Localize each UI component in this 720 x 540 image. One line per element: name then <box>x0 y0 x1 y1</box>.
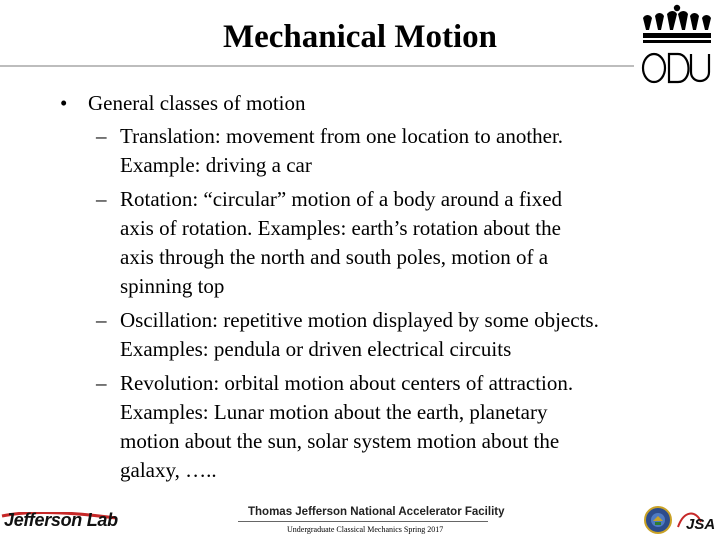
dash-icon: – <box>96 124 107 148</box>
title-divider <box>0 65 634 67</box>
sub-bullet-line: Revolution: orbital motion about centers of attraction. <box>120 371 574 395</box>
sub-bullet-line: axis through the north and south poles, motion of a <box>120 245 549 269</box>
slide-title: Mechanical Motion <box>222 19 498 55</box>
dash-icon: – <box>96 187 107 211</box>
course-footer: Undergraduate Classical Mechanics Spring 2017 <box>287 525 444 534</box>
jsa-logo <box>676 508 718 534</box>
sub-bullet-translation <box>96 122 686 180</box>
sub-bullet-line: Translation: movement from one location to another. <box>120 124 564 148</box>
sub-bullet-line: Oscillation: repetitive motion displayed by some objects. <box>120 308 599 332</box>
sub-bullet-line: Examples: pendula or driven electrical circuits <box>120 337 512 361</box>
facility-name: Thomas Jefferson National Accelerator Facility <box>248 506 505 518</box>
sub-bullet-line: Examples: Lunar motion about the earth, planetary <box>120 400 548 424</box>
dash-icon: – <box>96 308 107 332</box>
sub-bullet-line: spinning top <box>120 274 225 298</box>
sub-bullet-revolution <box>96 369 686 485</box>
sub-bullet-line: motion about the sun, solar system motion about the <box>120 429 560 453</box>
sub-bullet-line: axis of rotation. Examples: earth’s rotation about the <box>120 216 561 240</box>
main-bullet-text: General classes of motion <box>88 91 306 115</box>
sub-bullet-line: Rotation: “circular” motion of a body around a fixed <box>120 187 563 211</box>
jsa-logo-text: JSA <box>686 516 716 533</box>
dash-icon: – <box>96 371 107 395</box>
sub-bullet-rotation <box>96 185 686 301</box>
sub-bullet-line: galaxy, ….. <box>120 458 217 482</box>
main-bullet <box>60 91 306 116</box>
jefferson-lab-logo: Jefferson Lab <box>4 510 118 530</box>
footer-divider <box>238 521 488 522</box>
bullet-icon: • <box>60 91 68 115</box>
sub-bullet-list <box>96 122 686 490</box>
odu-crown-logo <box>638 2 716 84</box>
doe-seal-icon <box>644 506 672 534</box>
sub-bullet-line: Example: driving a car <box>120 153 312 177</box>
sub-bullet-oscillation <box>96 306 686 364</box>
